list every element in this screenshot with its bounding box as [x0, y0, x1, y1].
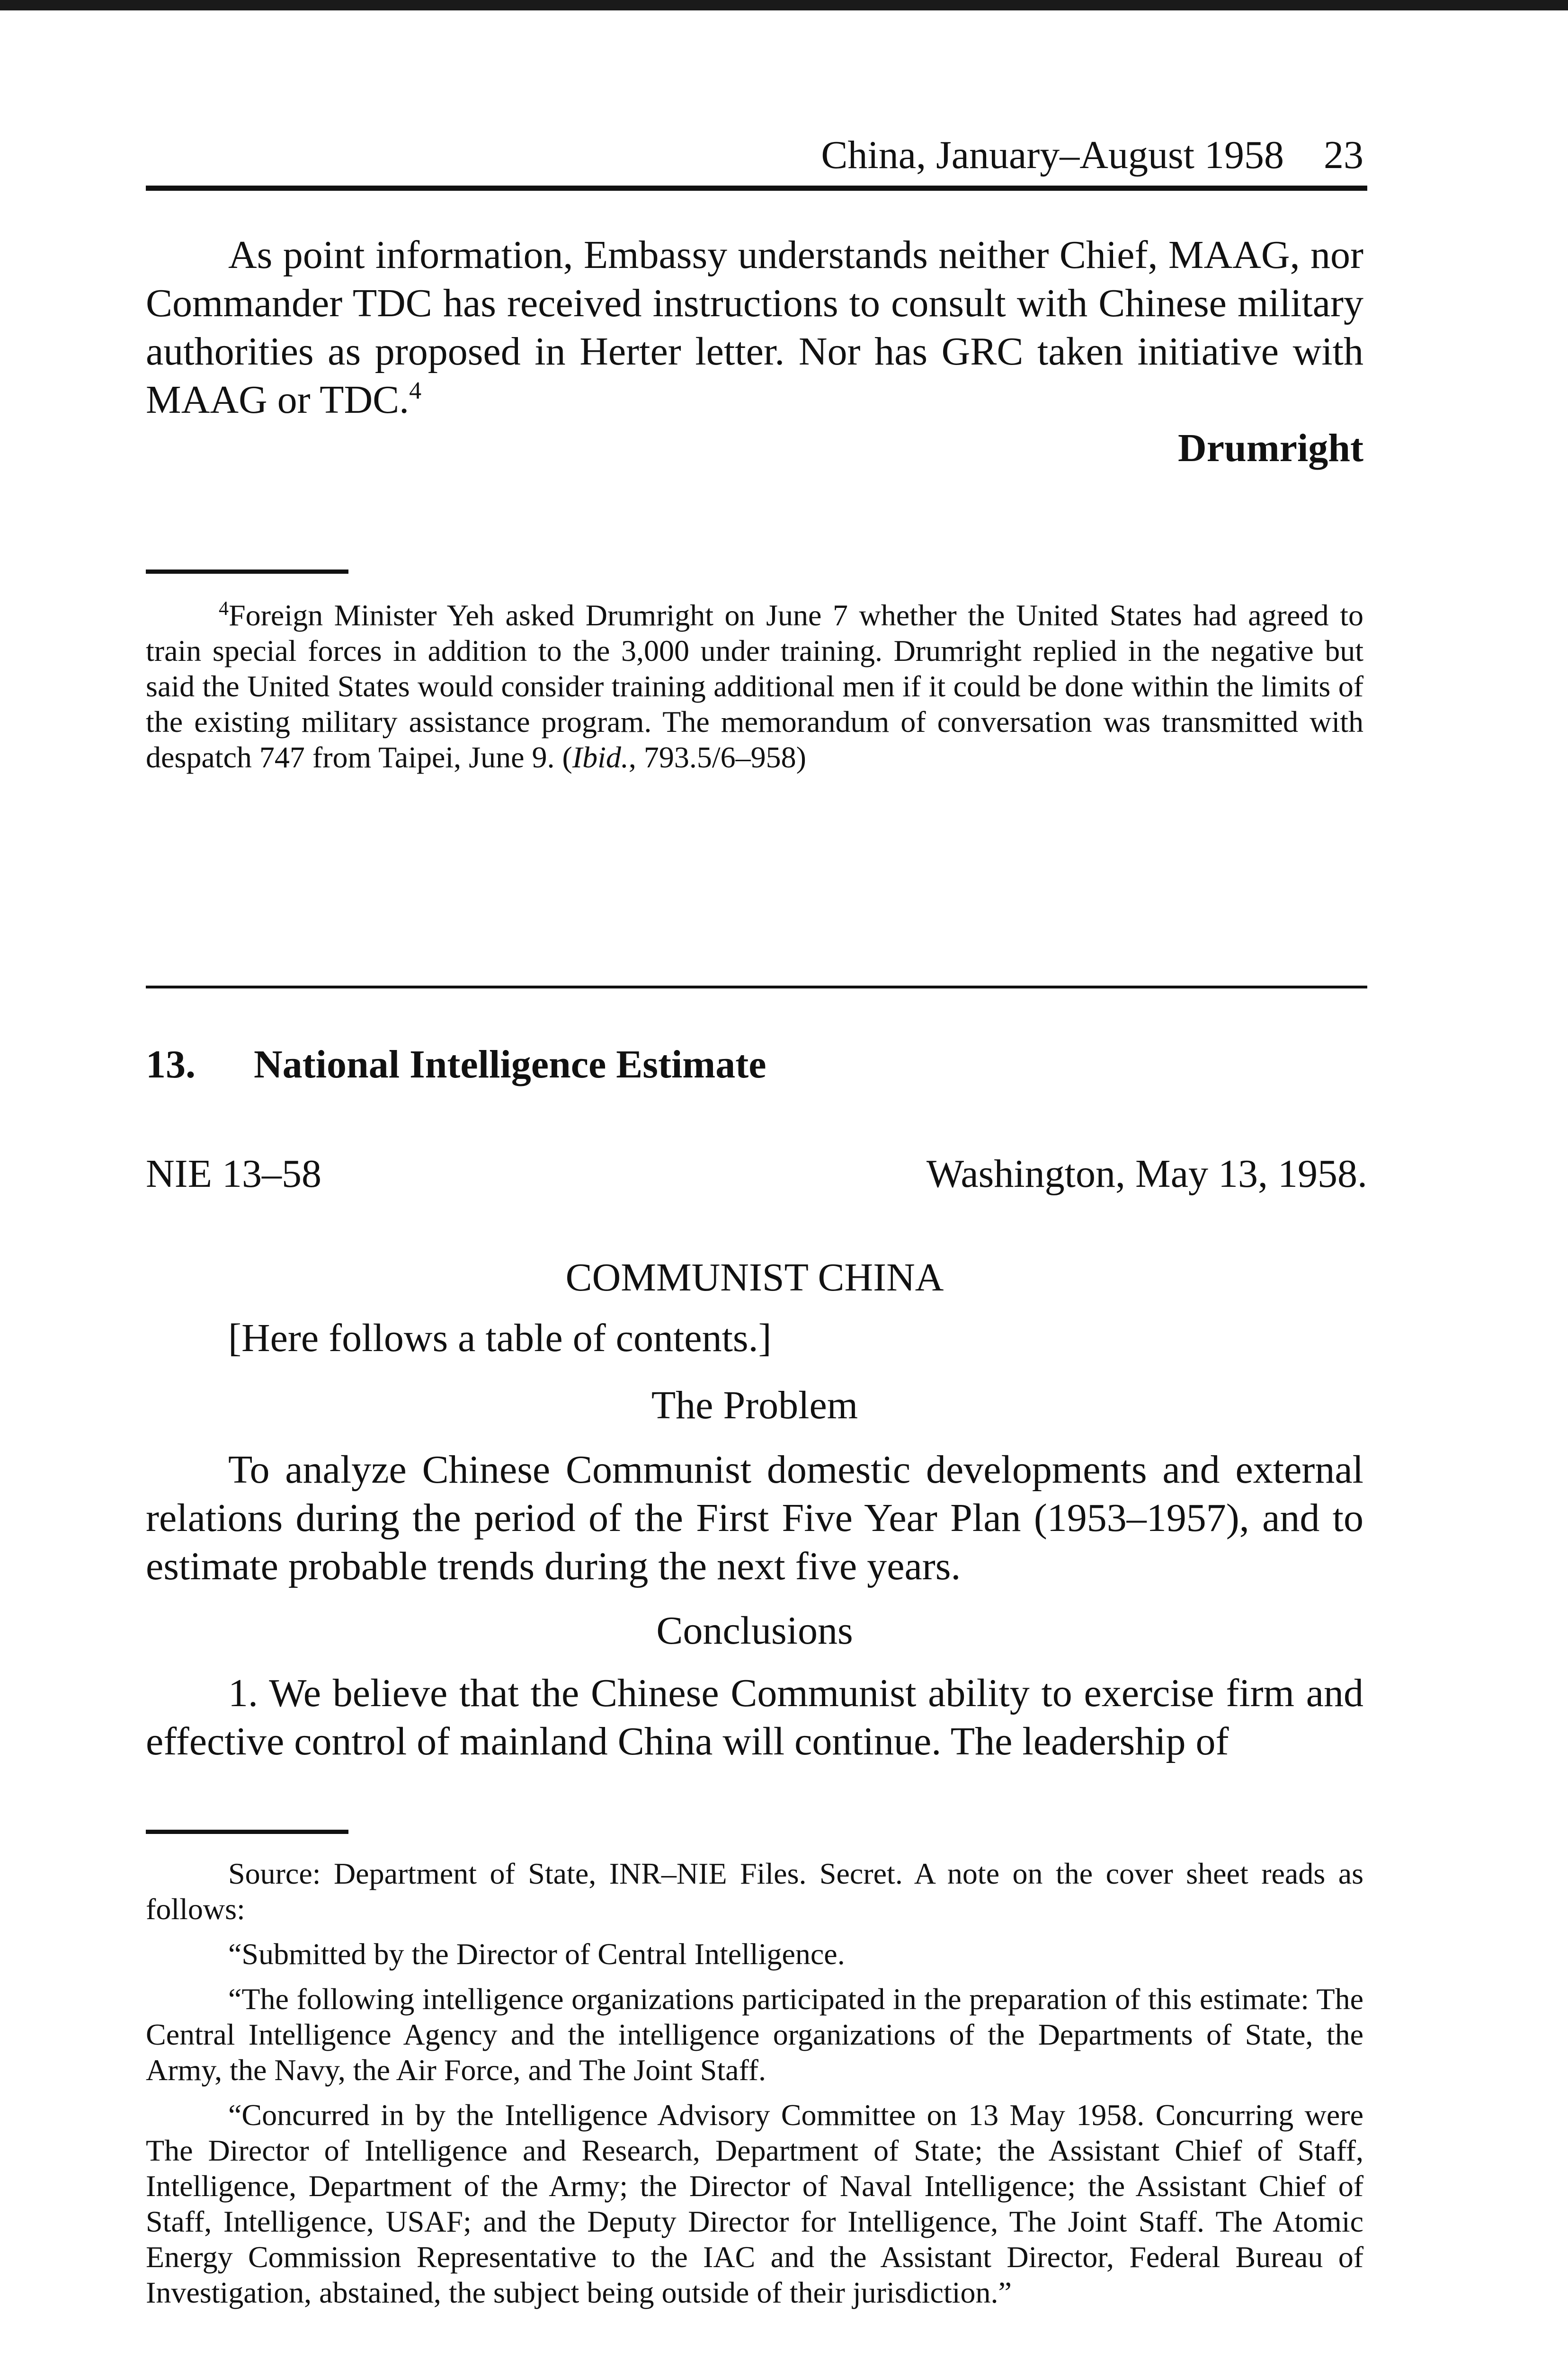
source-note-p4: “Concurred in by the Intelligence Advisory Committee on 13 May 1958. Concurring were The Director of Intelligence and Research, Department of State; the Assistant Chief of Staff, Intelligence, Department of the Army; the Director of Naval Intelligence; the Assistant Chief of Staff, Intelligence, USAF; and the Deputy Director for Intelligence, The Joint Staff. The Atomic Energy Commission Representative to the IAC and the Assistant Director, Federal Bureau of Investigation, abstained, the subject being outside of their jurisdiction.” — [146, 2098, 1363, 2309]
opening-section — [146, 231, 1363, 472]
signature: Drumright — [1178, 426, 1363, 470]
footnote-4-marker: 4 — [219, 598, 229, 620]
dateline — [146, 1150, 1367, 1198]
page-number: 23 — [1324, 133, 1363, 177]
source-note-rule — [146, 1830, 348, 1834]
source-note-p2: “Submitted by the Director of Central Intelligence. — [228, 1937, 845, 1971]
footnote-ref-4[interactable]: 4 — [409, 377, 422, 404]
conclusions-heading: Conclusions — [656, 1609, 853, 1653]
header-rule — [146, 186, 1367, 191]
document-subject: COMMUNIST CHINA — [565, 1255, 944, 1299]
problem-paragraph: To analyze Chinese Communist domestic developments and external relations during the period of the First Five Year Plan (1953–1957), and to estimate probable trends during the next five years. — [146, 1448, 1363, 1588]
conclusion-1-paragraph: 1. We believe that the Chinese Communist ability to exercise firm and effective control of mainland China will continue. The leadership of — [146, 1671, 1363, 1763]
document-date: Washington, May 13, 1958. — [926, 1152, 1367, 1196]
footnote-4-paragraph — [146, 597, 1363, 775]
footnote-4 — [146, 597, 1363, 775]
running-header-title: China, January–August 1958 — [821, 133, 1284, 177]
document-code: NIE 13–58 — [146, 1152, 321, 1196]
footnote-4-tail: , 793.5/6–958) — [628, 740, 806, 774]
source-note — [146, 1856, 1363, 2310]
problem-heading: The Problem — [651, 1383, 858, 1427]
footnote-4-text: Foreign Minister Yeh asked Drumright on June 7 whether the United States had agreed to train special forces in addition to the 3,000 under training. Drumright replied in the negative but said the United States would consider training additional men if it could be done within the limits of the existing military assistance program. The memorandum of conversation was transmitted with despatch 747 from Taipei, June 9. ( — [146, 598, 1363, 774]
toc-note: [Here follows a table of contents.] — [228, 1316, 772, 1360]
footnote-rule — [146, 570, 348, 574]
opening-paragraph-text: As point information, Embassy understands neither Chief, MAAG, nor Commander TDC has received instructions to consult with Chinese military authorities as proposed in Herter letter. Nor has GRC taken initiative with MAAG or TDC. — [146, 233, 1363, 422]
nie-body — [146, 1254, 1363, 1766]
document-heading — [146, 1041, 766, 1087]
source-note-p3: “The following intelligence organizations participated in the preparation of this estimate: The Central Intelligence Agency and the intelligence organizations of the Departments of State, the Army, the Navy, the Air Force, and The Joint Staff. — [146, 1982, 1363, 2087]
source-note-p1: Source: Department of State, INR–NIE Files. Secret. A note on the cover sheet reads as follows: — [146, 1857, 1363, 1926]
document-number: 13. — [146, 1042, 196, 1086]
opening-paragraph — [146, 231, 1363, 424]
running-header — [146, 132, 1363, 179]
section-divider — [146, 986, 1367, 988]
footnote-4-ibid: Ibid. — [572, 740, 629, 774]
document-title: National Intelligence Estimate — [254, 1042, 766, 1086]
